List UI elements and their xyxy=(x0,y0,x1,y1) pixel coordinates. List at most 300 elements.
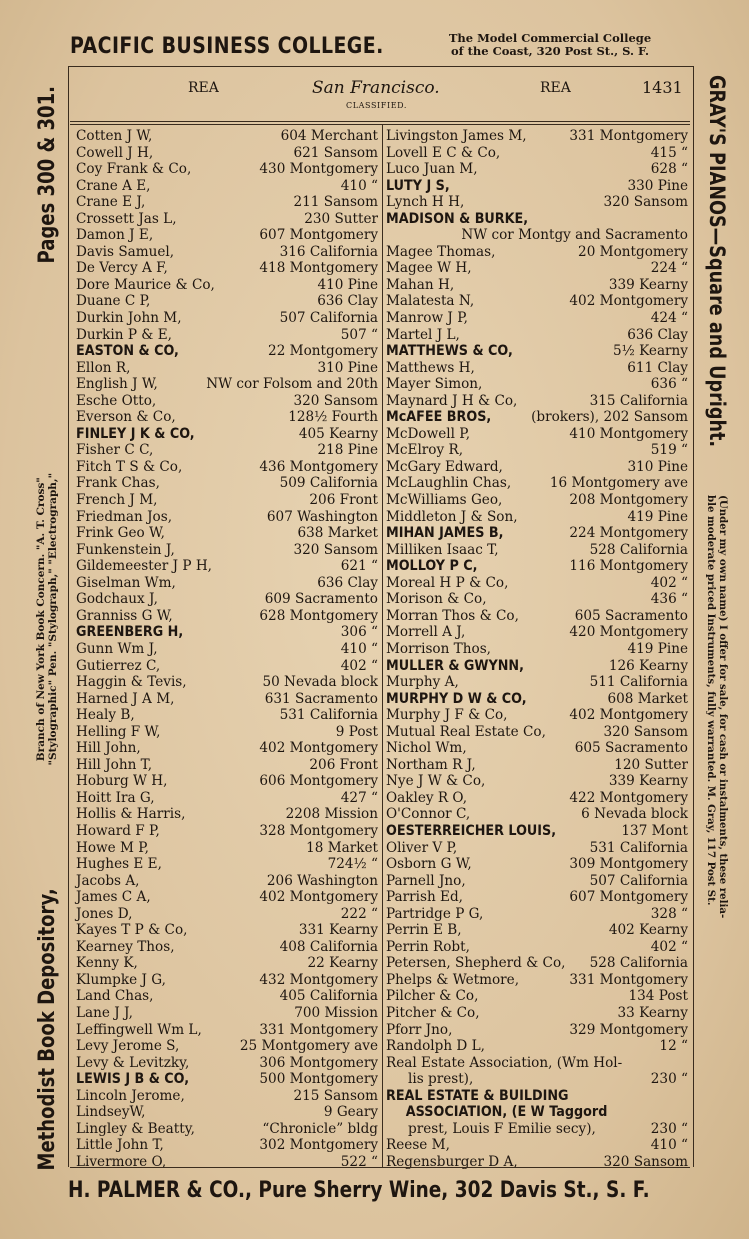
entry-address: 606 Montgomery xyxy=(259,773,378,790)
header-rule xyxy=(70,121,690,122)
entry-address: 436 Montgomery xyxy=(259,458,378,475)
entry-address: 636 Clay xyxy=(317,293,378,310)
entry-name: James C A, xyxy=(76,889,151,906)
directory-entry xyxy=(386,740,688,757)
entry-address: 621 Sansom xyxy=(293,144,378,161)
header-rule-double xyxy=(70,124,690,125)
directory-entry xyxy=(76,972,378,989)
entry-name: Malatesta N, xyxy=(386,293,475,310)
entry-name: lis prest), xyxy=(408,1071,474,1088)
directory-entry xyxy=(76,608,378,625)
top-advertisement xyxy=(70,30,690,62)
entry-name: Giselman Wm, xyxy=(76,574,176,591)
entry-address: 528 California xyxy=(589,955,688,972)
entry-address: 418 Montgomery xyxy=(259,260,378,277)
entry-address: 507 California xyxy=(589,872,688,889)
directory-entry xyxy=(76,575,378,592)
entry-name: Hill John T, xyxy=(76,756,153,773)
entry-address: 215 Sansom xyxy=(293,1087,378,1104)
entry-name: Milliken Isaac T, xyxy=(386,541,499,558)
directory-entry xyxy=(76,707,378,724)
entry-name: Moreal H P & Co, xyxy=(386,574,509,591)
entry-address: 206 Front xyxy=(309,756,378,773)
entry-address: 500 Montgomery xyxy=(259,1071,378,1088)
directory-entry xyxy=(386,393,688,410)
entry-address: 724½ “ xyxy=(327,856,378,873)
entry-address: 116 Montgomery xyxy=(569,558,688,575)
directory-entry xyxy=(386,161,688,178)
directory-entry xyxy=(76,773,378,790)
directory-entry xyxy=(76,509,378,526)
entry-address: 12 “ xyxy=(659,1038,688,1055)
entry-address: 206 Washington xyxy=(266,872,378,889)
directory-entry xyxy=(76,591,378,608)
entry-name: Gutierrez C, xyxy=(76,657,161,674)
entry-address: 422 Montgomery xyxy=(569,789,688,806)
entry-address: 230 Sutter xyxy=(304,210,378,227)
entry-address: 25 Montgomery ave xyxy=(239,1038,378,1055)
entry-address: 607 Washington xyxy=(266,508,378,525)
entry-name: Friedman Jos, xyxy=(76,508,173,525)
header-city: San Francisco. xyxy=(312,78,440,98)
entry-name: Pforr Jno, xyxy=(386,1021,453,1038)
entry-name: McLaughlin Chas, xyxy=(386,475,512,492)
entry-name: MOLLOY P C, xyxy=(386,558,478,575)
entry-address: 230 “ xyxy=(650,1120,688,1137)
directory-entry xyxy=(386,128,688,145)
entry-address: 224 “ xyxy=(650,260,688,277)
entry-name: Jones D, xyxy=(76,905,133,922)
directory-entry xyxy=(76,277,378,294)
directory-entry xyxy=(386,442,688,459)
entry-name: Lynch H H, xyxy=(386,194,465,211)
left-advertisement-pages: Pages 300 & 301. xyxy=(34,85,60,263)
entry-name: Nichol Wm, xyxy=(386,740,467,757)
directory-entry xyxy=(76,1137,378,1154)
directory-entry xyxy=(386,343,688,360)
entry-name: Morison & Co, xyxy=(386,591,487,608)
entry-address: 636 Clay xyxy=(627,326,688,343)
entry-address: 402 Kearny xyxy=(608,922,688,939)
entry-name: Luco Juan M, xyxy=(386,161,478,178)
entry-name: Parrish Ed, xyxy=(386,889,463,906)
directory-entry xyxy=(76,360,378,377)
entry-name: Frink Geo W, xyxy=(76,525,165,542)
directory-entry xyxy=(76,939,378,956)
entry-name: Magee W H, xyxy=(386,260,472,277)
entry-address: 402 “ xyxy=(340,657,378,674)
directory-entry xyxy=(386,707,688,724)
entry-name: French J M, xyxy=(76,492,158,509)
entry-address: 408 California xyxy=(279,938,378,955)
entry-name: McDowell P, xyxy=(386,425,471,442)
entry-name: Leffingwell Wm L, xyxy=(76,1021,202,1038)
directory-entry xyxy=(76,227,378,244)
entry-name: Klumpke J G, xyxy=(76,971,166,988)
entry-name: Fitch T S & Co, xyxy=(76,458,183,475)
directory-entry xyxy=(76,459,378,476)
entry-address: NW cor Montgy and Sacramento xyxy=(461,227,688,244)
entry-address: 331 Montgomery xyxy=(259,1021,378,1038)
entry-address: 2208 Mission xyxy=(285,806,378,823)
directory-entry xyxy=(76,757,378,774)
entry-name: Gunn Wm J, xyxy=(76,640,158,657)
entry-name: Oakley R O, xyxy=(386,789,468,806)
entry-name: Crossett Jas L, xyxy=(76,210,177,227)
running-header xyxy=(76,80,686,100)
directory-entry xyxy=(76,1038,378,1055)
entry-address: 507 “ xyxy=(340,326,378,343)
entry-address: 206 Front xyxy=(309,492,378,509)
directory-entry xyxy=(76,244,378,261)
entry-name: Oliver V P, xyxy=(386,839,458,856)
entry-address: 531 California xyxy=(589,839,688,856)
directory-entry xyxy=(76,393,378,410)
entry-name: Nye J W & Co, xyxy=(386,773,486,790)
entry-address: 605 Sacramento xyxy=(574,607,688,624)
directory-entry xyxy=(386,260,688,277)
top-advertisement-subtitle xyxy=(410,32,690,58)
entry-name: De Vercy A F, xyxy=(76,260,168,277)
directory-entry xyxy=(386,1104,688,1121)
entry-name: LUTY J S, xyxy=(386,177,450,194)
directory-entry xyxy=(76,1121,378,1138)
directory-entry xyxy=(76,310,378,327)
directory-entry xyxy=(386,922,688,939)
directory-entry xyxy=(386,558,688,575)
entry-address: 22 Kearny xyxy=(307,955,378,972)
directory-entry xyxy=(386,773,688,790)
entry-address: 126 Kearny xyxy=(608,657,688,674)
entry-name: MURPHY D W & CO, xyxy=(386,690,527,707)
entry-address: 330 Pine xyxy=(627,177,688,194)
directory-entry xyxy=(386,525,688,542)
entry-name: Kayes T P & Co, xyxy=(76,922,188,939)
directory-entry xyxy=(386,674,688,691)
entry-name: Haggin & Tevis, xyxy=(76,674,187,691)
directory-entry xyxy=(76,988,378,1005)
entry-name: Esche Otto, xyxy=(76,392,157,409)
page-number: 1431 xyxy=(642,78,683,97)
directory-entry xyxy=(386,542,688,559)
directory-entry xyxy=(76,889,378,906)
entry-address: 310 Pine xyxy=(627,458,688,475)
entry-name: Livermore O, xyxy=(76,1153,167,1170)
directory-entry xyxy=(76,442,378,459)
entry-name: Coy Frank & Co, xyxy=(76,161,192,178)
directory-entry xyxy=(76,1071,378,1088)
directory-entry xyxy=(386,658,688,675)
directory-entry xyxy=(386,293,688,310)
entry-name: Crane E J, xyxy=(76,194,146,211)
entry-address: 230 “ xyxy=(650,1071,688,1088)
entry-name: Perrin Robt, xyxy=(386,938,470,955)
directory-entry xyxy=(76,906,378,923)
entry-name: Manrow J P, xyxy=(386,310,468,327)
entry-address: 507 California xyxy=(279,310,378,327)
directory-entry xyxy=(386,724,688,741)
directory-entry xyxy=(76,260,378,277)
entry-address: 402 “ xyxy=(650,574,688,591)
entry-name: Healy B, xyxy=(76,707,135,724)
entry-address: 424 “ xyxy=(650,310,688,327)
directory-entry xyxy=(386,327,688,344)
entry-address: 329 Montgomery xyxy=(569,1021,688,1038)
entry-address: 315 California xyxy=(589,392,688,409)
entry-name: Petersen, Shepherd & Co, xyxy=(386,955,566,972)
entry-name: Godchaux J, xyxy=(76,591,158,608)
entry-name: FINLEY J K & CO, xyxy=(76,425,195,442)
entry-address: 224 Montgomery xyxy=(569,525,688,542)
directory-entry xyxy=(76,211,378,228)
entry-address: (brokers), 202 Sansom xyxy=(531,409,688,426)
directory-entry xyxy=(386,244,688,261)
entry-address: 316 California xyxy=(279,243,378,260)
directory-entry xyxy=(386,591,688,608)
directory-entry xyxy=(386,1137,688,1154)
directory-entry xyxy=(76,376,378,393)
left-margin-advertisement xyxy=(26,85,68,1170)
entry-name: Livingston James M, xyxy=(386,128,527,144)
entry-address: 50 Nevada block xyxy=(262,674,378,691)
entry-address: 410 “ xyxy=(650,1137,688,1154)
directory-entry xyxy=(386,475,688,492)
directory-entry xyxy=(386,1022,688,1039)
entry-address: 609 Sacramento xyxy=(264,591,378,608)
entry-address: 402 Montgomery xyxy=(569,293,688,310)
entry-name: Kenny K, xyxy=(76,955,138,972)
entry-address: 20 Montgomery xyxy=(578,243,688,260)
entry-address: 528 California xyxy=(589,541,688,558)
entry-address: 415 “ xyxy=(650,144,688,161)
directory-entry xyxy=(386,1038,688,1055)
directory-entry xyxy=(386,840,688,857)
column-divider xyxy=(382,125,383,1168)
entry-address: 208 Montgomery xyxy=(569,492,688,509)
bottom-advertisement: H. PALMER & CO., Pure Sherry Wine, 302 Davis St., S. F. xyxy=(68,1178,650,1203)
entry-name: Murphy J F & Co, xyxy=(386,707,508,724)
directory-entry xyxy=(76,343,378,360)
entry-address: 419 Pine xyxy=(627,640,688,657)
directory-entry xyxy=(76,955,378,972)
entry-address: 410 Montgomery xyxy=(569,425,688,442)
entry-name: Helling F W, xyxy=(76,723,161,740)
directory-entry xyxy=(76,806,378,823)
entry-name: EASTON & CO, xyxy=(76,343,179,360)
entry-name: Dore Maurice & Co, xyxy=(76,276,215,293)
entry-name: Howard F P, xyxy=(76,822,160,839)
directory-entry xyxy=(386,178,688,195)
directory-entry xyxy=(386,955,688,972)
entry-address: 402 Montgomery xyxy=(259,740,378,757)
entry-address: 402 Montgomery xyxy=(259,889,378,906)
entry-address: 636 “ xyxy=(650,376,688,393)
entry-name: Lovell E C & Co, xyxy=(386,144,501,161)
entry-name: Frank Chas, xyxy=(76,475,160,492)
directory-entry xyxy=(386,1121,688,1138)
entry-address: 631 Sacramento xyxy=(264,690,378,707)
directory-entry xyxy=(76,740,378,757)
directory-entry xyxy=(76,525,378,542)
entry-name: Morrell A J, xyxy=(386,624,466,641)
directory-entry xyxy=(76,558,378,575)
entry-address: 5½ Kearny xyxy=(612,343,688,360)
entry-address: 218 Pine xyxy=(317,442,378,459)
directory-entry xyxy=(386,509,688,526)
directory-entry xyxy=(76,922,378,939)
entry-address: 9 Geary xyxy=(323,1104,378,1121)
entry-address: 320 Sansom xyxy=(293,541,378,558)
entry-name: Magee Thomas, xyxy=(386,243,496,260)
directory-entry xyxy=(386,972,688,989)
right-advertisement-detail xyxy=(705,495,729,918)
entry-name: Lincoln Jerome, xyxy=(76,1087,185,1104)
entry-address: 320 Sansom xyxy=(293,392,378,409)
directory-entry xyxy=(76,724,378,741)
directory-entry xyxy=(76,161,378,178)
directory-entry xyxy=(76,674,378,691)
directory-entry xyxy=(386,873,688,890)
directory-entry xyxy=(76,542,378,559)
entry-address: 700 Mission xyxy=(294,1004,378,1021)
entry-address: 137 Mont xyxy=(621,822,688,839)
directory-entry xyxy=(386,1071,688,1088)
entry-address: 120 Sutter xyxy=(614,756,688,773)
entry-name: Jacobs A, xyxy=(76,872,140,889)
entry-name: Fisher C C, xyxy=(76,442,154,459)
entry-address: 328 “ xyxy=(650,905,688,922)
entry-name: Maynard J H & Co, xyxy=(386,392,518,409)
directory-entry xyxy=(386,624,688,641)
directory-entry xyxy=(76,492,378,509)
entry-address: 339 Kearny xyxy=(608,773,688,790)
entry-name: Cowell J H, xyxy=(76,144,154,161)
entry-name: Partridge P G, xyxy=(386,905,484,922)
entry-name: Hoitt Ira G, xyxy=(76,789,155,806)
entry-address: 405 California xyxy=(279,988,378,1005)
entry-address: 430 Montgomery xyxy=(259,161,378,178)
entry-address: 310 Pine xyxy=(317,359,378,376)
entry-name: O'Connor C, xyxy=(386,806,471,823)
entry-name: Durkin P & E, xyxy=(76,326,172,343)
directory-entry xyxy=(386,426,688,443)
entry-address: 509 California xyxy=(279,475,378,492)
entry-address: 402 “ xyxy=(650,938,688,955)
entry-address: 339 Kearny xyxy=(608,276,688,293)
entry-name: MULLER & GWYNN, xyxy=(386,657,524,674)
entry-name: Perrin E B, xyxy=(386,922,462,939)
entry-name: Levy & Levitzky, xyxy=(76,1054,190,1071)
directory-entry xyxy=(76,856,378,873)
entry-address: 511 California xyxy=(589,674,688,691)
entry-name: OESTERREICHER LOUIS, xyxy=(386,822,557,839)
directory-entry xyxy=(76,823,378,840)
directory-entry xyxy=(76,1055,378,1072)
entry-address: 134 Post xyxy=(628,988,688,1005)
entry-address: 9 Post xyxy=(335,723,378,740)
right-advertisement-title: GRAY'S PIANOS—Square and Upright. xyxy=(705,75,729,448)
footer-rule xyxy=(70,1167,690,1168)
directory-entry xyxy=(76,624,378,641)
entry-name: McAFEE BROS, xyxy=(386,409,492,426)
entry-address: 432 Montgomery xyxy=(259,971,378,988)
entry-address: 419 Pine xyxy=(627,508,688,525)
left-column-listing xyxy=(76,128,378,1170)
right-margin-advertisement xyxy=(697,75,737,1175)
entry-name: Little John T, xyxy=(76,1137,164,1154)
entry-name: Osborn G W, xyxy=(386,856,472,873)
entry-name: Murphy A, xyxy=(386,674,459,691)
entry-name: Real Estate Association, (Wm Hol- xyxy=(386,1054,623,1071)
entry-name: Phelps & Wetmore, xyxy=(386,971,520,988)
entry-address: 16 Montgomery ave xyxy=(549,475,688,492)
entry-name: Matthews H, xyxy=(386,359,475,376)
entry-name: prest, Louis F Emilie secy), xyxy=(408,1120,596,1137)
directory-entry xyxy=(386,277,688,294)
entry-address: 628 Montgomery xyxy=(259,607,378,624)
entry-name: Funkenstein J, xyxy=(76,541,175,558)
header-right-keyword: REA xyxy=(540,80,571,96)
entry-name: McElroy R, xyxy=(386,442,464,459)
directory-entry xyxy=(386,409,688,426)
entry-address: 331 Kearny xyxy=(298,922,378,939)
entry-name: McWilliams Geo, xyxy=(386,492,503,509)
directory-entry xyxy=(76,1022,378,1039)
entry-name: Harned J A M, xyxy=(76,690,175,707)
directory-entry xyxy=(386,575,688,592)
directory-entry xyxy=(76,409,378,426)
directory-entry xyxy=(76,128,378,145)
entry-address: 402 Montgomery xyxy=(569,707,688,724)
directory-entry xyxy=(76,641,378,658)
top-advertisement-line-1: The Model Commercial College xyxy=(448,31,652,45)
entry-name: MIHAN JAMES B, xyxy=(386,525,504,542)
entry-name: LEWIS J B & CO, xyxy=(76,1071,190,1088)
entry-name: Lingley & Beatty, xyxy=(76,1120,195,1137)
entry-name: Pitcher & Co, xyxy=(386,1004,480,1021)
entry-name: Middleton J & Son, xyxy=(386,508,518,525)
entry-name: Damon J E, xyxy=(76,227,154,244)
directory-entry xyxy=(76,1088,378,1105)
directory-entry xyxy=(386,1005,688,1022)
entry-name: Durkin John M, xyxy=(76,310,182,327)
entry-name: Martel J L, xyxy=(386,326,460,343)
directory-entry xyxy=(76,658,378,675)
directory-entry xyxy=(76,790,378,807)
entry-address: 128½ Fourth xyxy=(288,409,378,426)
top-advertisement-title: PACIFIC BUSINESS COLLEGE. xyxy=(70,33,384,59)
directory-entry xyxy=(76,840,378,857)
directory-entry xyxy=(386,194,688,211)
entry-name: Pilcher & Co, xyxy=(386,988,479,1005)
entry-name: Gildemeester J P H, xyxy=(76,558,212,575)
entry-name: Hollis & Harris, xyxy=(76,806,186,823)
entry-address: “Chronicle” bldg xyxy=(262,1120,378,1137)
directory-entry xyxy=(386,459,688,476)
entry-address: 519 “ xyxy=(650,442,688,459)
left-advertisement-line-2: "Stylographic" Pen. "Stylograph," "Electrograph," xyxy=(47,472,59,765)
entry-name: Reese M, xyxy=(386,1137,450,1154)
right-column-listing xyxy=(386,128,688,1170)
entry-address: 621 “ xyxy=(340,558,378,575)
entry-address: 531 California xyxy=(279,707,378,724)
entry-address: 306 Montgomery xyxy=(259,1054,378,1071)
entry-name: MATTHEWS & CO, xyxy=(386,343,513,360)
directory-entry xyxy=(386,988,688,1005)
entry-name: Cotten J W, xyxy=(76,128,153,144)
entry-name: Duane C P, xyxy=(76,293,151,310)
entry-address: 222 “ xyxy=(340,905,378,922)
